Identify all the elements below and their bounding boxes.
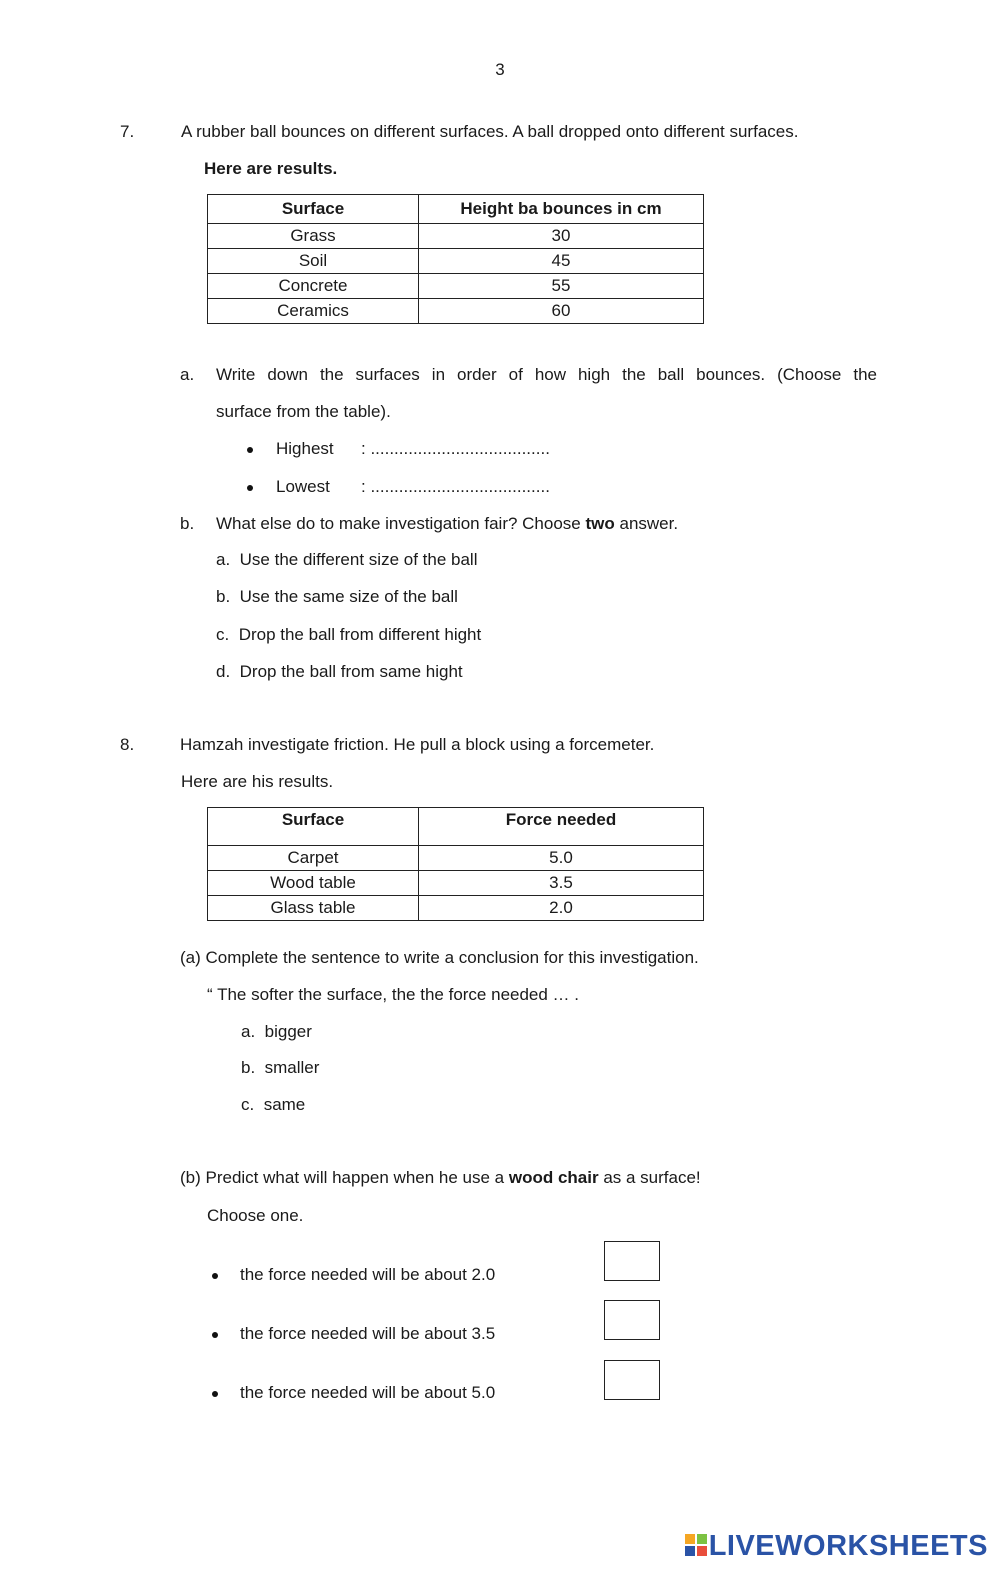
table-row bbox=[208, 846, 704, 871]
option-letter: b. bbox=[216, 587, 231, 606]
liveworksheets-logo bbox=[685, 1530, 988, 1563]
lowest-label: Lowest bbox=[276, 477, 330, 496]
question-8-intro: Hamzah investigate friction. He pull a block using a forcemeter. bbox=[180, 735, 655, 754]
page-number: 3 bbox=[495, 60, 505, 79]
answer-checkbox[interactable] bbox=[604, 1360, 660, 1400]
option-letter: a. bbox=[216, 550, 231, 569]
option-text: Drop the ball from same hight bbox=[239, 662, 463, 681]
table-header-cell: Force needed bbox=[419, 808, 704, 846]
table-cell: Ceramics bbox=[208, 299, 419, 324]
bounce-results-table bbox=[207, 194, 704, 324]
table-cell: Grass bbox=[208, 224, 419, 249]
bullet-icon bbox=[212, 1391, 218, 1397]
bullet-icon bbox=[247, 485, 253, 491]
table-cell: 45 bbox=[419, 249, 704, 274]
q7-part-b-emphasis: two bbox=[585, 514, 615, 533]
q8-part-b-text-end: as a surface! bbox=[598, 1168, 701, 1187]
q8-part-b-emphasis: wood chair bbox=[508, 1168, 599, 1187]
highest-label: Highest bbox=[276, 439, 334, 458]
q8-option[interactable] bbox=[241, 1022, 312, 1042]
option-text: Use the same size of the ball bbox=[239, 587, 458, 606]
q7-part-a-label: a. bbox=[180, 365, 195, 384]
table-cell: 3.5 bbox=[419, 871, 704, 896]
table-cell: Glass table bbox=[208, 896, 419, 921]
question-7-intro: A rubber ball bounces on different surfaces. A ball dropped onto different surfaces. bbox=[181, 122, 799, 141]
table-cell: Soil bbox=[208, 249, 419, 274]
q8-part-b-text: (b) Predict what will happen when he use a bbox=[180, 1168, 509, 1187]
q8-part-a-text: (a) Complete the sentence to write a conclusion for this investigation. bbox=[180, 948, 699, 967]
table-header-cell: Surface bbox=[208, 808, 419, 846]
table-cell: Wood table bbox=[208, 871, 419, 896]
table-cell: Concrete bbox=[208, 274, 419, 299]
prediction-option-text: the force needed will be about 3.5 bbox=[240, 1324, 496, 1343]
table-cell: 30 bbox=[419, 224, 704, 249]
option-letter: c. bbox=[216, 625, 230, 644]
q8-option[interactable] bbox=[241, 1058, 319, 1078]
table-cell: 55 bbox=[419, 274, 704, 299]
question-8-results-label: Here are his results. bbox=[181, 772, 334, 791]
q7-part-a-text: Write down the surfaces in order of how high the ball bounces. (Choose the bbox=[216, 365, 877, 384]
answer-checkbox[interactable] bbox=[604, 1300, 660, 1340]
q7-option[interactable] bbox=[216, 625, 481, 645]
option-letter: b. bbox=[241, 1058, 256, 1077]
table-row bbox=[208, 224, 704, 249]
q7-part-b-label: b. bbox=[180, 514, 195, 533]
q7-option[interactable] bbox=[216, 550, 477, 570]
liveworksheets-logo-text: LIVEWORKSHEETS bbox=[708, 1530, 988, 1562]
q7-option[interactable] bbox=[216, 662, 463, 682]
table-cell: 5.0 bbox=[419, 846, 704, 871]
table-row bbox=[208, 274, 704, 299]
q8-part-b-choose: Choose one. bbox=[207, 1206, 304, 1225]
option-text: same bbox=[263, 1095, 306, 1114]
option-text: Use the different size of the ball bbox=[239, 550, 478, 569]
q7-part-a-text-line2: surface from the table). bbox=[216, 402, 391, 421]
table-header-cell: Height ba bounces in cm bbox=[419, 195, 704, 224]
option-letter: a. bbox=[241, 1022, 256, 1041]
bullet-icon bbox=[212, 1273, 218, 1279]
table-header-row bbox=[208, 195, 704, 224]
bullet-icon bbox=[212, 1332, 218, 1338]
question-7-number: 7. bbox=[120, 122, 135, 141]
q7-part-b-text-end: answer. bbox=[614, 514, 679, 533]
q7-part-b-text: What else do to make investigation fair? Choose bbox=[216, 514, 586, 533]
table-row bbox=[208, 871, 704, 896]
q8-option[interactable] bbox=[241, 1095, 305, 1115]
table-row bbox=[208, 896, 704, 921]
friction-results-table bbox=[207, 807, 704, 921]
table-cell: 2.0 bbox=[419, 896, 704, 921]
question-8-number: 8. bbox=[120, 735, 135, 754]
q7-part-b-question bbox=[216, 514, 678, 534]
answer-checkbox[interactable] bbox=[604, 1241, 660, 1281]
question-7-results-label: Here are results. bbox=[204, 159, 338, 178]
table-header-cell: Surface bbox=[208, 195, 419, 224]
table-row bbox=[208, 249, 704, 274]
option-text: smaller bbox=[264, 1058, 320, 1077]
lowest-answer-line[interactable]: : ...................................... bbox=[361, 477, 550, 496]
highest-answer-line[interactable]: : ...................................... bbox=[361, 439, 550, 458]
q8-part-a-sentence: “ The softer the surface, the the force needed … . bbox=[207, 985, 580, 1004]
table-cell: 60 bbox=[419, 299, 704, 324]
q7-option[interactable] bbox=[216, 587, 458, 607]
option-text: bigger bbox=[264, 1022, 312, 1041]
table-row bbox=[208, 299, 704, 324]
prediction-option-text: the force needed will be about 5.0 bbox=[240, 1383, 496, 1402]
bullet-icon bbox=[247, 447, 253, 453]
table-header-row bbox=[208, 808, 704, 846]
option-letter: d. bbox=[216, 662, 231, 681]
liveworksheets-logo-icon bbox=[685, 1534, 707, 1556]
option-letter: c. bbox=[241, 1095, 255, 1114]
prediction-option-text: the force needed will be about 2.0 bbox=[240, 1265, 496, 1284]
option-text: Drop the ball from different hight bbox=[238, 625, 482, 644]
q8-part-b-question bbox=[180, 1168, 701, 1188]
table-cell: Carpet bbox=[208, 846, 419, 871]
